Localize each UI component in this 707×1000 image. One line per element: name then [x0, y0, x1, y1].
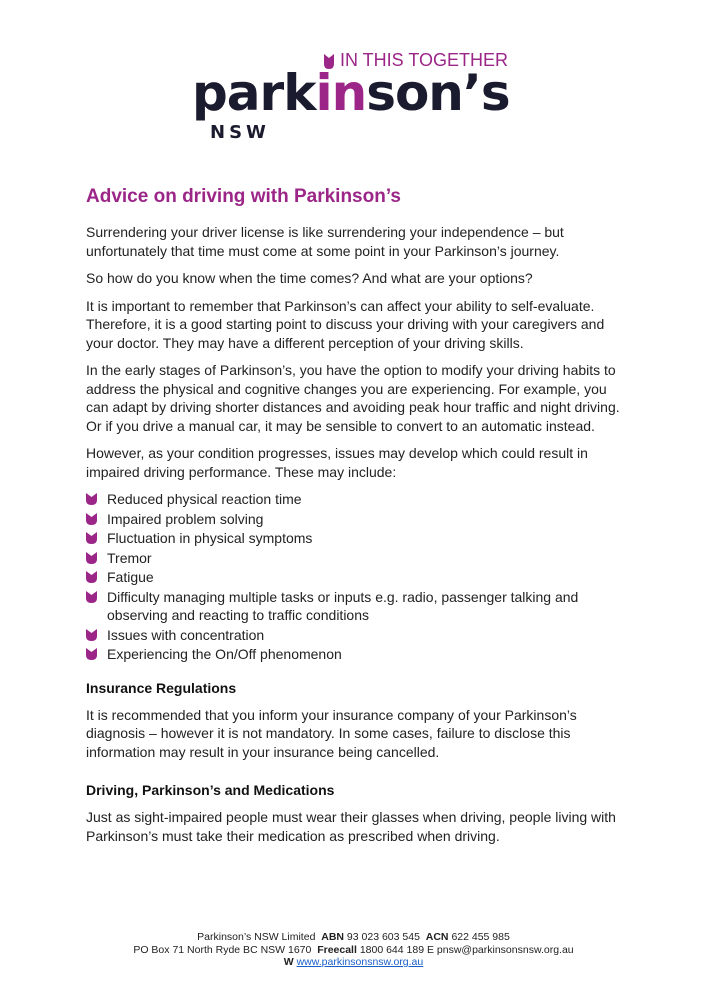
- footer-abn: 93 023 603 545: [346, 931, 420, 943]
- medications-heading: Driving, Parkinson’s and Medications: [86, 782, 335, 798]
- logo-wordmark-part1: park: [192, 64, 316, 122]
- tulip-icon: [86, 532, 97, 544]
- document-body: [86, 186, 626, 854]
- logo-wordmark-accent: in: [315, 64, 367, 122]
- logo-tagline: IN THIS TOGETHER: [340, 50, 509, 70]
- list-item: [86, 588, 626, 625]
- logo-wordmark: [192, 64, 510, 122]
- tulip-icon: [86, 571, 97, 583]
- list-item: [86, 529, 626, 548]
- list-item-text: Issues with concentration: [107, 626, 265, 643]
- intro-paragraph-1: Surrendering your driver license is like surrendering your independence – but unfortunately that time must come at some point in your Parkinson’s journey.: [86, 224, 564, 259]
- list-item-text: Reduced physical reaction time: [107, 491, 302, 507]
- tulip-icon: [86, 629, 97, 641]
- logo-region: NSW: [210, 122, 270, 143]
- intro-paragraph-4: In the early stages of Parkinson’s, you have the option to modify your driving habits to address the physical and cognitive changes you are experiencing. For example, you can adapt by driving shorter distances and avoiding peak hour traffic and night driving. Or if you drive a manual car, it may be sensible to convert to an automatic instead.: [86, 362, 620, 434]
- intro-paragraph-5: However, as your condition progresses, issues may develop which could result in impaired driving performance. These may include:: [86, 445, 588, 480]
- footer-freecall: 1800 644 189: [359, 943, 425, 956]
- footer: [0, 931, 707, 969]
- footer-line-2: [0, 944, 707, 957]
- insurance-paragraph: It is recommended that you inform your insurance company of your Parkinson’s diagnosis – however it is not mandatory. In some cases, failure to disclose this information may result in your insurance being cancelled.: [86, 706, 577, 760]
- tulip-icon: [86, 552, 97, 564]
- tulip-icon: [86, 513, 97, 525]
- list-item: [86, 568, 626, 587]
- list-item-text: Experiencing the On/Off phenomenon: [107, 646, 342, 662]
- document-title: Advice on driving with Parkinson’s: [86, 186, 401, 207]
- list-item-text: Impaired problem solving: [107, 510, 264, 527]
- footer-line-1: [0, 931, 707, 944]
- insurance-heading: Insurance Regulations: [86, 679, 237, 696]
- list-item: [86, 490, 626, 509]
- footer-email-label: E: [426, 943, 434, 956]
- footer-address: PO Box 71 North Ryde BC NSW 1670: [133, 943, 312, 956]
- list-item: [86, 626, 626, 645]
- footer-email[interactable]: pnsw@parkinsonsnsw.org.au: [436, 943, 574, 956]
- footer-org: Parkinson’s NSW Limited: [197, 931, 316, 943]
- list-item-text: Difficulty managing multiple tasks or inputs e.g. radio, passenger talking and observing and reacting to traffic conditions: [107, 588, 579, 623]
- intro-paragraph-3: It is important to remember that Parkinson’s can affect your ability to self-evaluate. Therefore, it is a good starting point to discuss your driving with your caregivers and your doctor. They may have a different perception of your driving skills.: [86, 297, 605, 351]
- logo-wordmark-part2: son’s: [366, 64, 510, 122]
- footer-website-link[interactable]: www.parkinsonsnsw.org.au: [296, 956, 424, 968]
- footer-line-3: [0, 956, 707, 969]
- list-item: [86, 549, 626, 568]
- tulip-icon: [86, 493, 97, 505]
- list-item: [86, 645, 626, 664]
- medications-paragraph: Just as sight-impaired people must wear their glasses when driving, people living with Parkinson’s must take their medication as prescribed when driving.: [86, 809, 616, 844]
- symptom-list: [86, 490, 626, 664]
- tulip-icon: [86, 648, 97, 660]
- footer-acn: 622 455 985: [451, 931, 510, 943]
- intro-paragraph-2: So how do you know when the time comes? And what are your options?: [86, 270, 533, 286]
- footer-web-label: W: [283, 956, 294, 968]
- footer-abn-label: ABN: [321, 931, 344, 943]
- footer-freecall-label: Freecall: [317, 943, 357, 956]
- list-item-text: Fluctuation in physical symptoms: [107, 530, 313, 546]
- footer-acn-label: ACN: [425, 931, 449, 943]
- list-item: [86, 510, 626, 529]
- tulip-icon: [86, 591, 97, 603]
- parkinsons-nsw-logo: [192, 48, 522, 143]
- list-item-text: Fatigue: [107, 569, 154, 585]
- list-item-text: Tremor: [107, 549, 152, 566]
